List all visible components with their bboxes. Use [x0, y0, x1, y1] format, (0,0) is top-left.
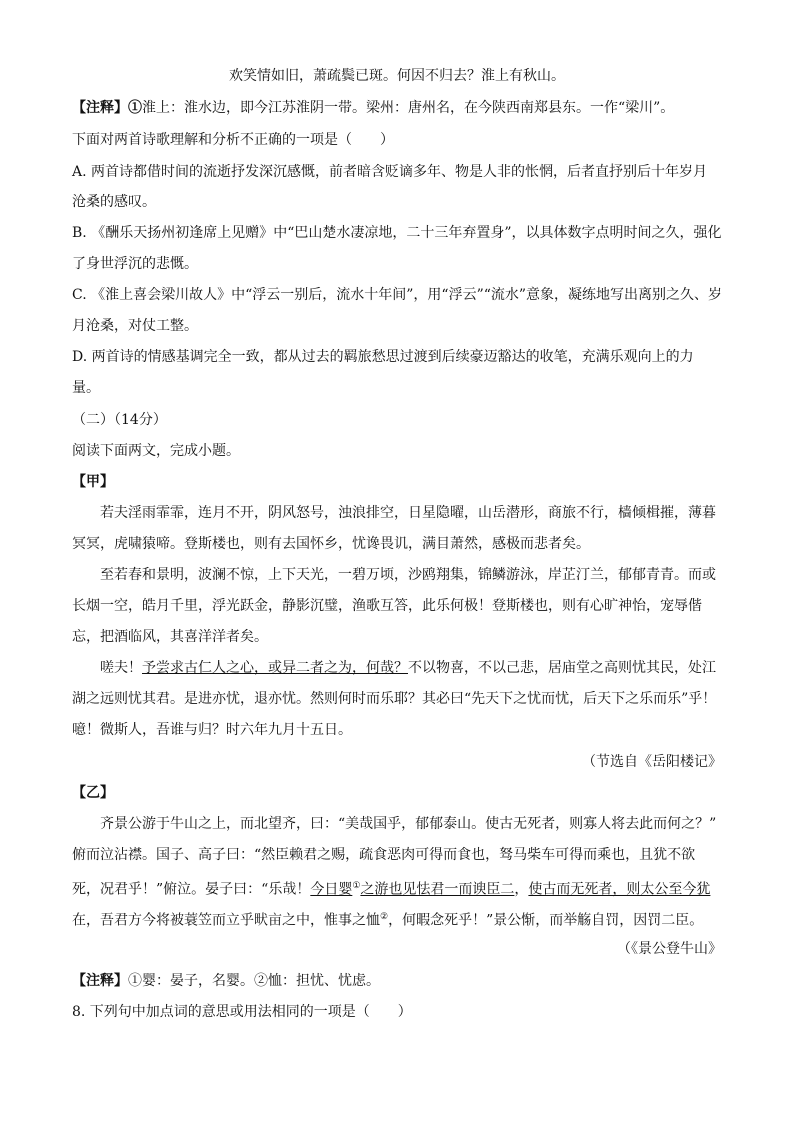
text-segment: 不以物喜，不以己悲，居庙堂之高则忧其民，处江 — [408, 660, 716, 676]
footnote-marker: ① — [352, 881, 361, 891]
yi-paragraph-line-3 — [72, 876, 722, 900]
annotation-label: 【注释】 — [72, 100, 128, 116]
text-segment: 死，况君乎！”俯泣。晏子曰：“乐哉！ — [72, 881, 311, 898]
option-b-line-2: 了身世浮沉的悲慨。 — [72, 256, 198, 272]
jia-paragraph-3-line-2: 湖之远则忧其君。是进亦忧，退亦忧。然则何时而乐耶？其必曰“先天下之忧而忧，后天下之乐而乐”乎！ — [72, 691, 717, 707]
option-a-line-1: A. 两首诗都借时间的流逝抒发深沉感慨，前者暗含贬谪多年、物是人非的怅惘，后者直抒别后十年岁月 — [72, 164, 708, 180]
jia-paragraph-3-line-3: 噫！微斯人，吾谁与归？时六年九月十五日。 — [72, 722, 352, 738]
yi-paragraph-line-2: 俯而泣沾襟。国子、高子曰：“然臣赖君之赐，疏食恶肉可得而食也，驽马柴车可得而乘也，且犹不欲 — [72, 847, 696, 863]
option-a-line-2: 沧桑的感叹。 — [72, 194, 156, 210]
passage-jia-label: 【甲】 — [72, 474, 114, 490]
yi-paragraph-line-4 — [72, 907, 722, 931]
question-8-stem: 8. 下列句中加点词的意思或用法相同的一项是（ ） — [72, 1004, 412, 1020]
annotation-number: ① — [128, 100, 142, 116]
option-d-line-2: 量。 — [72, 380, 100, 396]
jia-paragraph-2-line-1: 至若春和景明，波澜不惊，上下天光，一碧万顷，沙鸥翔集，锦鳞游泳，岸芷汀兰，郁郁青青。而或 — [100, 567, 716, 583]
annotation-1 — [72, 98, 722, 118]
text-segment: 在，吾君方今将被蓑笠而立乎畎亩之中，惟事之恤 — [72, 912, 380, 929]
reading-instruction: 阅读下面两文，完成小题。 — [72, 443, 240, 459]
section-heading: （二）（14分） — [72, 412, 167, 428]
option-d-line-1: D. 两首诗的情感基调完全一致，都从过去的羁旅愁思过渡到后续豪迈豁达的收笔，充满乐观向上的力 — [72, 349, 694, 365]
text-segment: ， — [514, 881, 529, 898]
passage-yi-label: 【乙】 — [72, 785, 114, 801]
option-b-line-1: B. 《酬乐天扬州初逢席上见赠》中“巴山楚水凄凉地，二十三年弃置身”，以具体数字点明时间之久，强化 — [72, 225, 722, 241]
jia-paragraph-2-line-3: 忘，把酒临风，其喜洋洋者矣。 — [72, 629, 268, 645]
option-c-line-1: C. 《淮上喜会梁川故人》中“浮云一别后，流水十年间”，用“浮云”“流水”意象，凝练地写出离别之久、岁 — [72, 287, 723, 303]
underlined-sentence: 使古而无死者，则太公至今犹 — [528, 881, 711, 898]
jia-paragraph-2-line-2: 长烟一空，皓月千里，浮光跃金，静影沉璧，渔歌互答，此乐何极！登斯楼也，则有心旷神怡，宠辱偕 — [72, 598, 702, 614]
annotation-2 — [72, 971, 722, 991]
jia-paragraph-3-line-1 — [100, 658, 722, 678]
jia-paragraph-1-line-1: 若夫淫雨霏霏，连月不开，阴风怒号，浊浪排空，日星隐曜，山岳潜形，商旅不行，樯倾楫摧，薄暮 — [100, 505, 716, 521]
option-c-line-2: 月沧桑，对仗工整。 — [72, 318, 198, 334]
annotation-text: ①婴：晏子，名婴。②恤：担忧、忧虑。 — [128, 973, 380, 989]
poem-last-line: 欢笑情如旧，萧疏鬓已斑。何因不归去？淮上有秋山。 — [229, 68, 565, 84]
jia-source: （节选自《岳阳楼记》 — [582, 754, 722, 770]
text-segment: ，何暇念死乎！”景公惭，而举觞自罚，因罚二臣。 — [388, 912, 704, 929]
underlined-sentence: 予尝求古仁人之心，或异二者之为，何哉？ — [142, 660, 408, 676]
annotation-label: 【注释】 — [72, 973, 128, 989]
footnote-marker: ② — [380, 912, 389, 922]
question-7-stem: 下面对两首诗歌理解和分析不正确的一项是（ ） — [72, 132, 394, 148]
text-segment: 嗟夫！ — [100, 660, 142, 676]
annotation-text: 淮上：淮水边，即今江苏淮阴一带。梁州：唐州名，在今陕西南郑县东。一作“梁川”。 — [142, 100, 675, 116]
yi-source: （《景公登牛山》 — [617, 941, 722, 957]
underlined-sentence: 今日婴 — [310, 881, 353, 898]
jia-paragraph-1-line-2: 冥冥，虎啸猿啼。登斯楼也，则有去国怀乡，忧谗畏讥，满目萧然，感极而悲者矣。 — [72, 536, 590, 552]
underlined-sentence: 之游也见怯君一而谀臣二 — [360, 881, 515, 898]
yi-paragraph-line-1: 齐景公游于牛山之上，而北望齐，曰：“美哉国乎，郁郁泰山。使古无死者，则寡人将去此而何之？” — [100, 816, 717, 832]
